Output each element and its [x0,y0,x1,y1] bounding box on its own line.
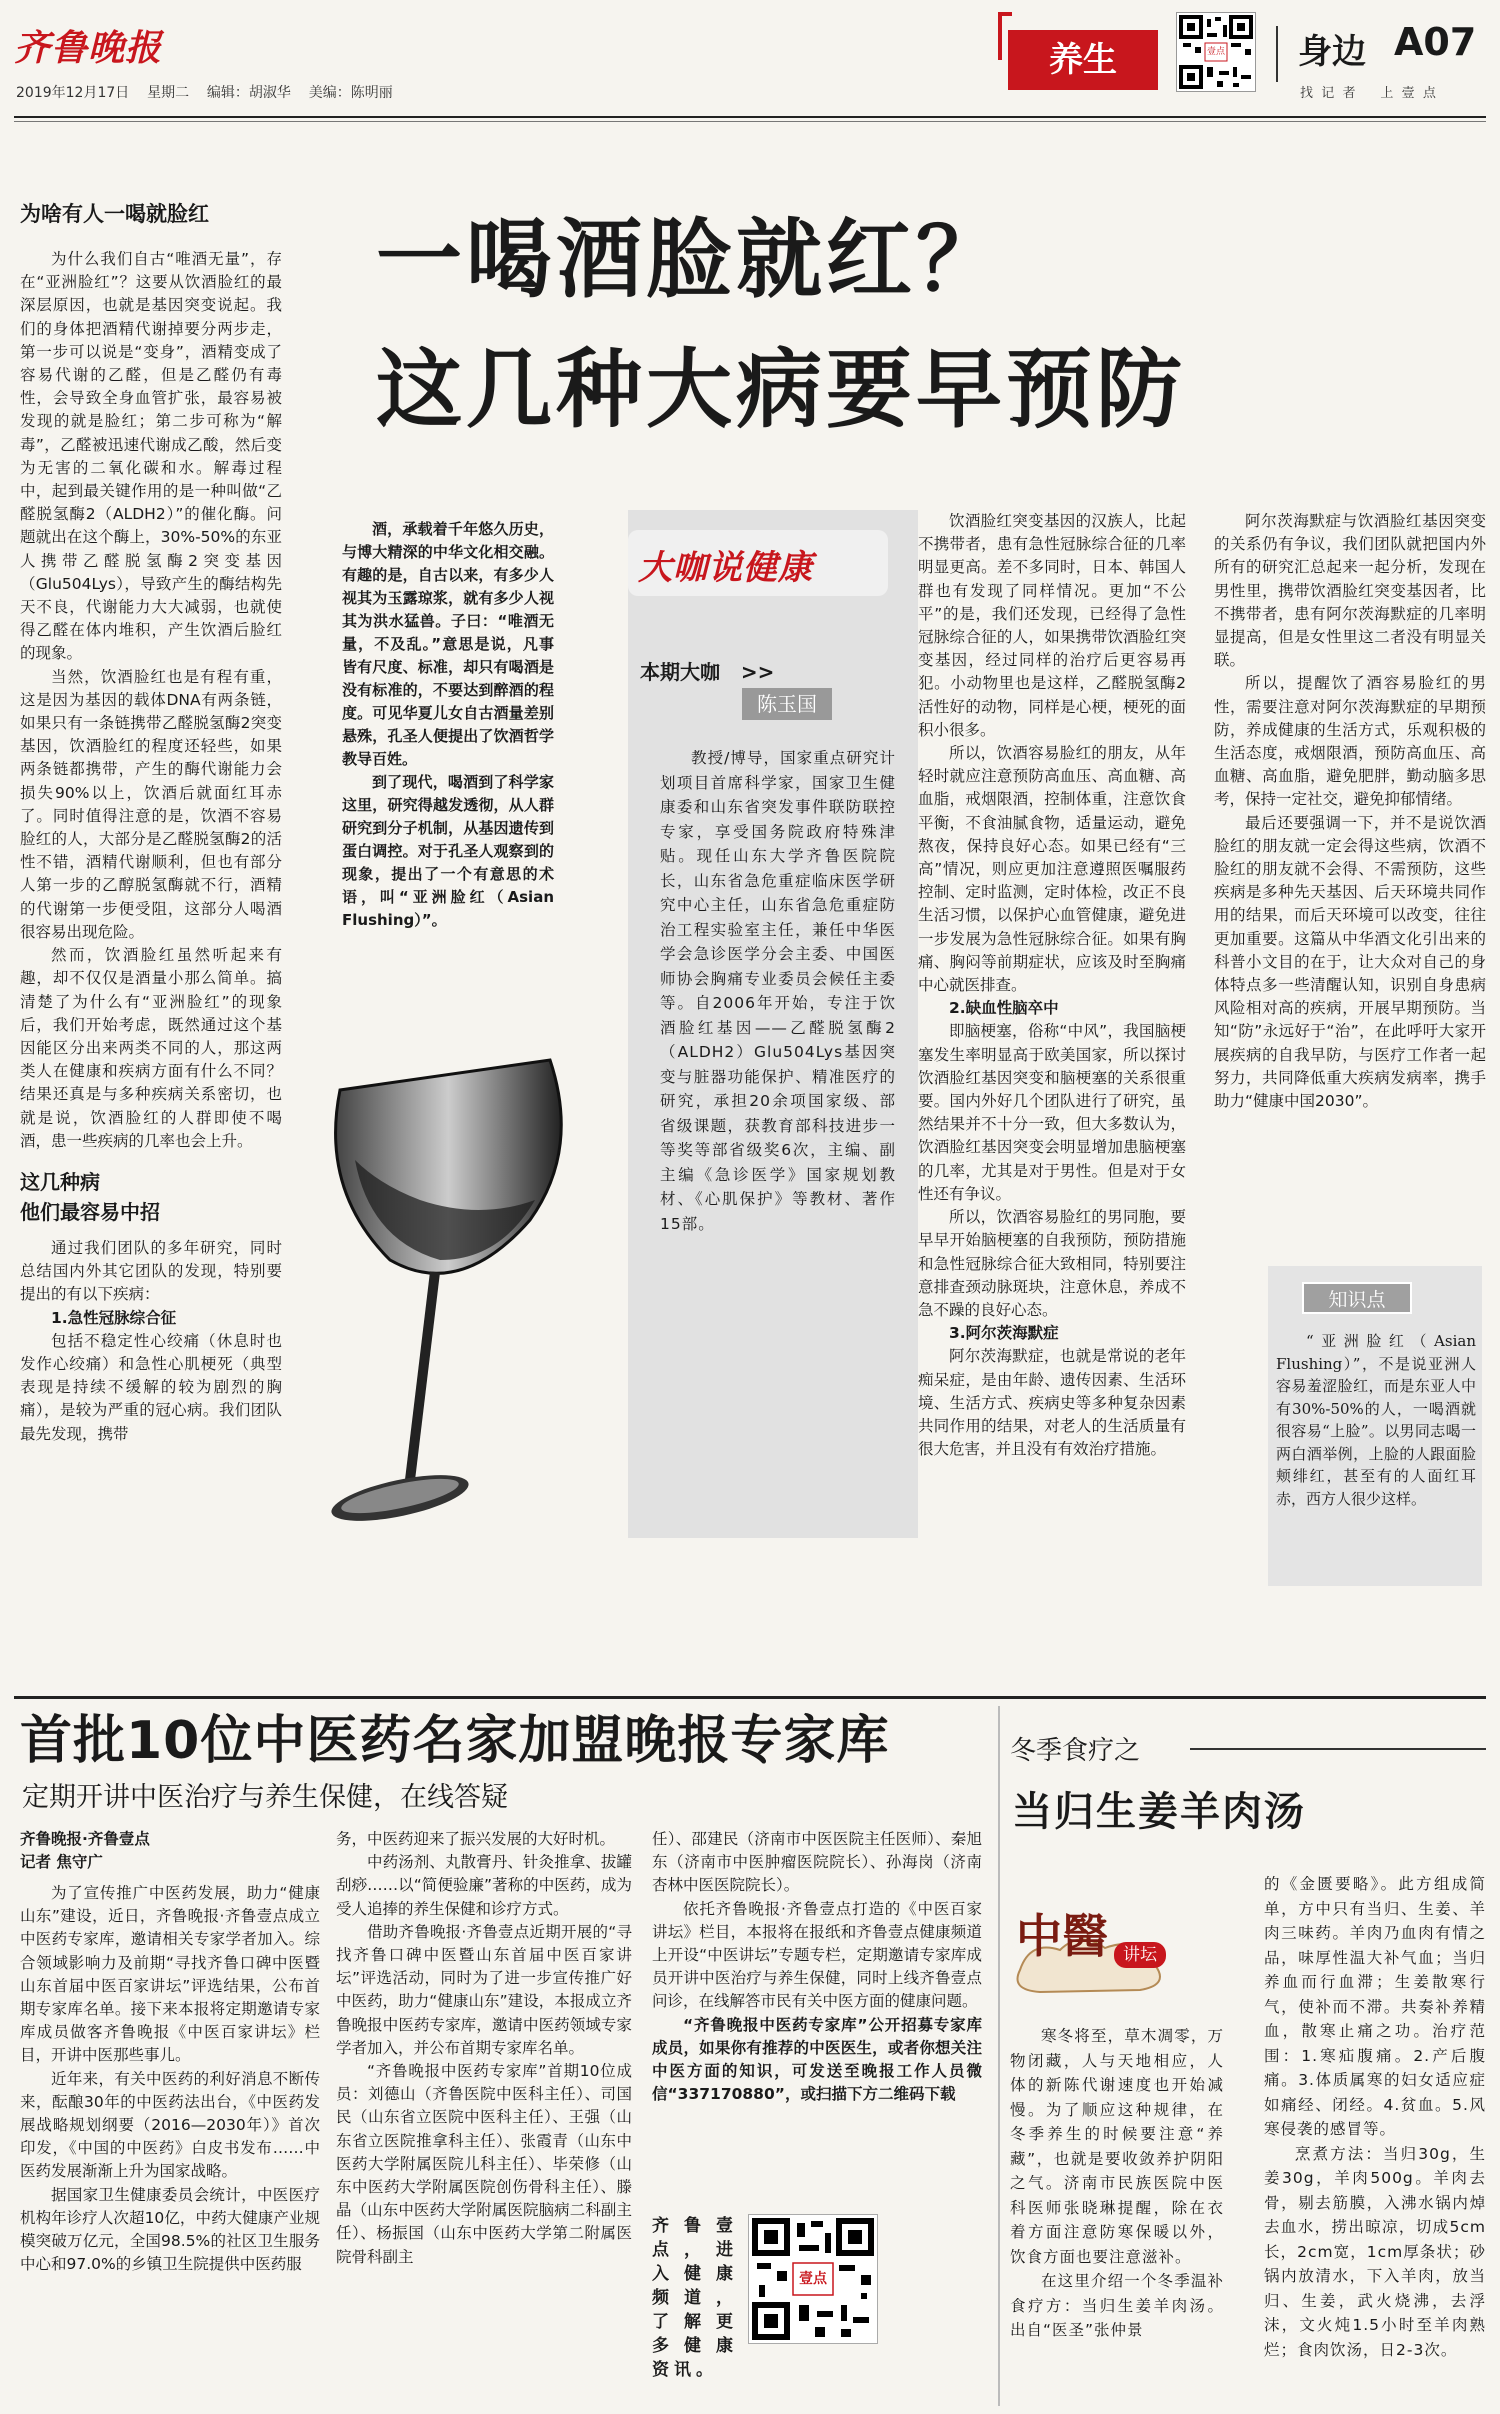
food-paragraph: 寒冬将至，草木凋零，万物闭藏，人与天地相应，人体的新陈代谢速度也开始减慢。为了顺应这种规律，在冬季养生的时候要注意“养藏”，也就是要收敛养护阴阳之气。济南市民族医院中医科医师张晓琳提醒，除在衣着方面注意防寒保暖以外，饮食方面也要注意滋补。 [1010,2027,1224,2266]
date-text: 2019年12月17日 [16,85,130,101]
qr-center-label: 壹点 [1206,47,1225,57]
food-divider [998,1706,1000,2406]
knowledge-text: “亚洲脸红（Asian Flushing）”，不是说亚洲人容易羞涩脸红，而是东亚人中有30%-50%的人，一喝酒就很容易“上脸”。以男同志喝一两白酒举例，上脸的人跟面脸颊绯红，甚至有的人面红耳赤，西方人很少这样。 [1276,1332,1476,1508]
qr-center-label: 壹点 [799,2271,827,2287]
issue-date [16,82,393,102]
intro-paragraph: 通过我们团队的多年研究，同时总结国内外其它团队的发现，特别要提出的有以下疾病： [20,1238,282,1304]
food-title: 当归生姜羊肉汤 [1012,1789,1306,1835]
food-paragraph: 的《金匮要略》。此方组成简单，方中只有当归、生姜、羊肉三味药。羊肉乃血肉有情之品，味厚性温大补气血；当归养血而行血滞；生姜散寒行气，使补而不滞。共奏补养精血，散寒止痛之功。治疗范围：1.寒疝腹痛。2.产后腹痛。3.体质属寒的妇女适应症如痛经、闭经。4.贫血。5.风寒侵袭的感冒等。 [1264,1875,1486,2138]
tcm-paragraph: 为了宣传推广中医药发展，助力“健康山东”建设，近日，齐鲁晚报·齐鲁壹点成立中医药专家库，邀请相关专家学者加入。综合领域影响力及前期“寻找齐鲁口碑中医暨山东首届中医百家讲坛”评选结果，公布首期专家库名单。接下来本报将定期邀请专家库成员做客齐鲁晚报《中医百家讲坛》栏目，开讲中医那些事儿。 [20,1884,320,2065]
culture-paragraph: 酒，承载着千年悠久历史，与博大精深的中华文化相交融。有趣的是，自古以来，有多少人视其为玉露琼浆，就有多少人视其为洪水猛兽。子曰：“唯酒无量，不及乱。”意思是说，凡事皆有尺度、标准，却只有喝酒是没有标准的，不要达到醉酒的程度。可见华夏儿女自古酒量差别悬殊，孔圣人便提出了饮酒哲学教导百姓。 [342,520,554,768]
expert-banner-text: 大咖说健康 [638,548,813,588]
tcm-badge-small: 讲坛 [1114,1942,1166,1968]
disease-subtitle: 1.急性冠脉综合征 [51,1308,177,1327]
intro-paragraph: 当然，饮酒脸红也是有程有重，这是因为基因的载体DNA有两条链，如果只有一条链携带乙醛脱氢酶2突变基因，饮酒脸红的程度还轻些，如果两条链都携带，产生的酶代谢能力会损失90%以上，饮酒后就面红耳赤了。同时值得注意的是，饮酒不容易脸红的人，大部分是乙醛脱氢酶2的活性不错，酒精代谢顺利，但也有部分人第一步的乙醇脱氢酶就不行，酒精的代谢第一步便受阻，这部分人喝酒很容易出现危险。 [20,667,282,941]
disease-column [918,510,1186,1610]
expert-name: 陈玉国 [742,688,832,720]
tcm-paragraph: 据国家卫生健康委员会统计，中医医疗机构年诊疗人次超10亿，中药大健康产业规模突破万亿元，全国98.5%的社区卫生服务中心和97.0%的乡镇卫生院提供中医药服 [20,2185,320,2274]
masthead-rule [14,116,1486,118]
food-paragraph: 在这里介绍一个冬季温补食疗方：当归生姜羊肉汤。出自“医圣”张仲景 [1010,2272,1224,2339]
tcm-paragraph: 中药汤剂、丸散膏丹、针灸推拿、拔罐刮痧……以“简便验廉”著称的中医药，成为受人追捧的养生保健和诊疗方式。 [336,1853,632,1918]
section-divider [14,1696,1486,1699]
disease-paragraph: 所以，饮酒容易脸红的朋友，从年轻时就应注意预防高血压、高血糖、高血脂，戒烟限酒，控制体重，注意饮食平衡，不食油腻食物，适量运动，避免熬夜，保持良好心态。如果已经有“三高”情况，则应更加注意遵照医嘱服药控制、定时监测，定时体检，改正不良生活习惯，以保护心血管健康，避免进一步发展为急性冠脉综合征。如果有胸痛、胸闷等前期症状，应该及时至胸痛中心就医排查。 [918,744,1186,995]
tcm-forum-badge [1010,1880,1170,2000]
food-column-a [1010,2024,1224,2404]
food-title-rule [1190,1748,1486,1750]
culture-column [342,518,554,1050]
masthead-divider [1276,26,1278,82]
food-column-b [1264,1872,1486,2404]
tcm-byline-reporter: 记者 焦守广 [20,1853,103,1871]
culture-paragraph: 到了现代，喝酒到了科学家这里，研究得越发透彻，从人群研究到分子机制，从基因遗传到蛋白调控。对于孔圣人观察到的现象，提出了一个有意思的术语，叫“亚洲脸红（Asian Flushing）”。 [342,773,554,929]
page-number: A07 [1394,20,1477,64]
headline-line-2: 这几种大病要早预防 [376,340,1186,440]
tcm-paragraph: 务，中医药迎来了振兴发展的大好时机。 [336,1830,616,1848]
section-tag: 养生 [1008,30,1158,90]
prevention-paragraph: 最后还要强调一下，并不是说饮酒脸红的朋友就一定会得这些病，饮酒不脸红的朋友就不会得、不需预防，这些疾病是多种先天基因、后天环境共同作用的结果，而后天环境可以改变，往往更加重要。这篇从中华酒文化引出来的科普小文目的在于，让大众对自己的身体特点多一些清醒认知，识别自身患病风险相对高的疾病，开展早期预防。当知“防”永远好于“治”，在此呼吁大家开展疾病的自我早防，与医疗工作者一起努力，共同降低重大疾病发病率，携手助力“健康中国2030”。 [1214,813,1486,1111]
tcm-qr-code[interactable] [748,2214,878,2344]
intro-paragraph: 包括不稳定性心绞痛（休息时也发作心绞痛）和急性心肌梗死（典型表现是持续不缓解的较为剧烈的胸痛），是较为严重的冠心病。我们团队最先发现，携带 [20,1331,282,1443]
disease-subtitle: 3.阿尔茨海默症 [949,1324,1059,1343]
expert-banner [628,530,888,596]
intro-column [20,248,282,1443]
tcm-paragraph: 近年来，有关中医药的利好消息不断传来，酝酿30年的中医药法出台，《中医药发展战略规划纲要（2016—2030年）》首次印发，《中国的中医药》白皮书发布……中医药发展渐渐上升为国家战略。 [20,2069,320,2181]
tcm-paragraph: 依托齐鲁晚报·齐鲁壹点打造的《中医百家讲坛》栏目，本报将在报纸和齐鲁壹点健康频道上开设“中医讲坛”专题专栏，定期邀请专家库成员开讲中医治疗与养生保健，同时上线齐鲁壹点问诊，在线解答市民有关中医方面的健康问题。 [652,1899,982,2011]
food-kicker: 冬季食疗之 [1010,1736,1141,1766]
intro-heading: 为啥有人一喝就脸红 [20,202,209,226]
prevention-column [1214,510,1486,1270]
disease-subtitle: 2.缺血性脑卒中 [949,999,1059,1018]
intro-paragraph: 为什么我们自古“唯酒无量”，存在“亚洲脸红”？这要从饮酒脸红的最深层原因，也就是基因突变说起。我们的身体把酒精代谢掉要分两步走，第一步可以说是“变身”，酒精变成了容易代谢的乙醛，但是乙醛仍有毒性，会导致全身血管扩张，最容易被发现的就是脸红；第二步可称为“解毒”，乙醛被迅速代谢成乙酸，然后变为无害的二氧化碳和水。解毒过程中，起到最关键作用的是一种叫做“乙醛脱氢酶2（ALDH2）”的催化酶。问题就出在这个酶上，30%-50%的东亚人携带乙醛脱氢酶2突变基因（Glu504Lys），导致产生的酶结构先天不良，代谢能力大大减弱，也就使得乙醛在体内堆积，产生饮酒后脸红的现象。 [20,250,282,663]
editor-credit: 编辑：胡淑华 [206,85,291,101]
expert-label: 本期大咖 >> [640,660,775,684]
designer-credit: 美编：陈明丽 [308,85,393,101]
expert-bio: 教授/博导，国家重点研究计划项目首席科学家，国家卫生健康委和山东省突发事件联防联控专家，享受国务院政府特殊津贴。现任山东大学齐鲁医院院长，山东省急危重症临床医学研究中心主任，山东省急危重症防治工程实验室主任，兼任中华医学会急诊医学分会主委、中国医师协会胸痛专业委员会候任主委等。自2006年开始，专注于饮酒脸红基因——乙醛脱氢酶2（ALDH2）Glu504Lys基因突变与脏器功能保护、精准医疗的研究，承担20余项国家级、部省级课题，获教育部科技进步一等奖等部省级奖6次，主编、副主编《急诊医学》国家规划教材、《心肌保护》等教材、著作15部。 [660,749,896,1233]
food-paragraph: 烹煮方法：当归30g，生姜30g，羊肉500g。羊肉去骨，剔去筋膜，入沸水锅内焯去血水，捞出晾凉，切成5cm长，2cm宽，1cm厚条状；砂锅内放清水，下入羊肉，放当归、生姜，武火烧沸，去浮沫，文火炖1.5小时至羊肉熟烂；食肉饮汤，日2-3次。 [1264,2144,1486,2359]
disease-paragraph: 饮酒脸红突变基因的汉族人，比起不携带者，患有急性冠脉综合征的几率明显更高。差不多同时，日本、韩国人群也有发现了同样情况。更加“不公平”的是，我们还发现，已经得了急性冠脉综合征的人，如果携带饮酒脸红突变基因，经过同样的治疗后更容易再犯。小动物里也是这样，乙醛脱氢酶2活性好的动物，同样是心梗，梗死的面积小很多。 [918,512,1186,739]
intro-paragraph: 然而，饮酒脸红虽然听起来有趣，却不仅仅是酒量小那么简单。搞清楚了为什么有“亚洲脸红”的现象后，我们开始考虑，既然通过这个基因能区分出来两类不同的人，那这两类人在健康和疾病方面有什么不同？结果还真是与多种疾病关系密切，也就是说，饮酒脸红的人群即使不喝酒，患一些疾病的几率也会上升。 [20,946,282,1150]
tcm-byline-outlet: 齐鲁晚报·齐鲁壹点 [20,1830,150,1848]
disease-paragraph: 阿尔茨海默症，也就是常说的老年痴呆症，是由年龄、遗传因素、生活环境、生活方式、疾病史等多种复杂因素共同作用的结果，对老人的生活质量有很大危害，并且没有有效治疗措施。 [918,1347,1186,1459]
tcm-column-b [336,1828,632,2402]
wine-glass-illustration [300,1050,630,1610]
tcm-headline: 首批10位中医药名家加盟晚报专家库 [20,1711,890,1771]
newspaper-logo: 齐鲁晚报 [14,27,163,69]
disease-paragraph: 所以，饮酒容易脸红的男同胞，要早早开始脑梗塞的自我预防，预防措施和急性冠脉综合征大致相同，特别要注意排查颈动脉斑块，注意休息，养成不急不躁的良好心态。 [918,1208,1186,1319]
tcm-byline [20,1828,150,1874]
prevention-paragraph: 阿尔茨海默症与饮酒脸红基因突变的关系仍有争议，我们团队就把国内外所有的研究汇总起来一起分析，发现在男性里，携带饮酒脸红突变基因者，比不携带者，患有阿尔茨海默症的几率明显提高，但是女性里这二者没有明显关联。 [1214,512,1486,670]
tcm-paragraph: 任）、邵建民（济南市中医医院主任医师）、秦旭东（济南市中医肿瘤医院院长）、孙海岗（济南杏林中医医院院长）。 [652,1830,982,1895]
prevention-paragraph: 所以，提醒饮了酒容易脸红的男性，需要注意对阿尔茨海默症的早期预防，养成健康的生活方式，乐观积极的生活态度，戒烟限酒，预防高血压、高血糖、高血脂，避免肥胖，勤动脑多思考，保持一定社交，避免抑郁情绪。 [1214,674,1486,809]
tcm-recruit-paragraph: “齐鲁晚报中医药专家库”公开招募专家库成员，如果你有推荐的中医医生，或者你想关注中医方面的知识，可发送至晚报工作人员微信“337170880”，或扫描下方二维码下载 [652,2015,982,2104]
headline-line-1: 一喝酒脸就红？ [376,210,1006,310]
tcm-column-a [20,1882,320,2402]
knowledge-title: 知识点 [1302,1282,1412,1314]
tcm-column-c-tail: 齐鲁壹点，进入健康频道，了解更多健康资讯。 [652,2216,738,2380]
tcm-subtitle: 定期开讲中医治疗与养生保健，在线答疑 [22,1782,508,1813]
weekday-text: 星期二 [147,85,190,101]
masthead-qr-code[interactable] [1176,12,1256,92]
tcm-paragraph: 借助齐鲁晚报·齐鲁壹点近期开展的“寻找齐鲁口碑中医暨山东首届中医百家讲坛”评选活动，同时为了进一步宣传推广好中医药，助力“健康山东”建设，本报成立齐鲁晚报中医药专家库，邀请中医药领域专家学者加入，并公布首期专家库名单。 [336,1922,632,2057]
tcm-column-c [652,1828,982,2208]
column-name: 身边 [1298,32,1366,72]
masthead-rule-thin [14,121,1486,122]
tcm-paragraph: “齐鲁晚报中医药专家库”首期10位成员：刘德山（齐鲁医院中医科主任）、司国民（山东省立医院中医科主任）、王强（山东省立医院推拿科主任）、张霞青（山东中医药大学附属医院儿科主任）、毕荣修（山东中医药大学附属医院创伤骨科主任）、滕晶（山东中医药大学附属医院脑病二科副主任）、杨振国（山东中医药大学第二附属医院骨科副主 [336,2062,632,2266]
tcm-badge-big: 中醫 [1016,1909,1108,1963]
intro-subheading: 这几种病 他们最容易中招 [20,1169,160,1224]
disease-paragraph: 即脑梗塞，俗称“中风”，我国脑梗塞发生率明显高于欧美国家，所以探讨饮酒脸红基因突变和脑梗塞的关系很重要。国内外好几个团队进行了研究，虽然结果并不十分一致，但大多数认为，饮酒脸红基因突变会明显增加患脑梗塞的几率，尤其是对于男性。但是对于女性还有争议。 [918,1022,1186,1203]
masthead-slogan: 找 记 者 上 壹 点 [1300,86,1436,101]
